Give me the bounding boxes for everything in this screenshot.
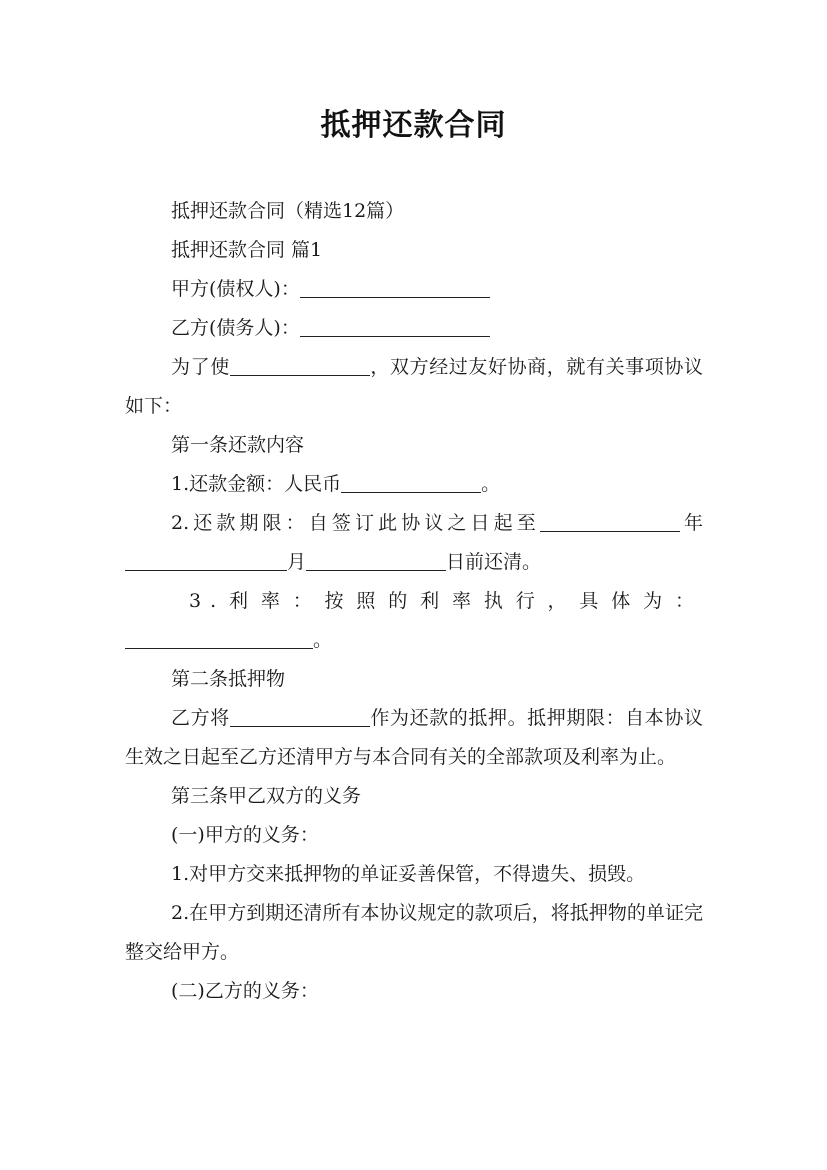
duty-b-title-text: (二)乙方的义务： [171,980,319,1002]
duty-a-item-2 [125,894,703,972]
article-1-heading [125,426,703,465]
duty-a-item-1 [125,855,703,894]
term-paragraph [125,504,703,582]
term-month-text: 月 [287,551,307,573]
document-title: 抵押还款合同 [320,108,507,143]
duty-a-2-text: 2.在甲方到期还清所有本协议规定的款项后，将抵押物的单证完整交给甲方。 [125,902,703,963]
party-b-line [125,309,703,348]
purpose-post-text: ，双方经过友好协商，就有关事项协议如下： [125,356,703,417]
amount-blank [341,472,481,493]
purpose-blank [230,355,370,376]
collateral-post-text: 作为还款的抵押。抵押期限：自本协议生效之日起至乙方还清甲方与本合同有关的全部款项及利率为止。 [125,707,703,768]
term-day-blank [306,550,446,571]
amount-line [125,465,703,504]
duty-a-1-text: 1.对甲方交来抵押物的单证妥善保管，不得遗失、损毁。 [171,863,646,885]
term-pre-text: 2.还款期限：自签订此协议之日起至 [171,512,540,534]
amount-pre-text: 1.还款金额：人民币 [171,473,342,495]
piece-text: 抵押还款合同 篇1 [171,239,323,261]
article-2-text: 第二条抵押物 [171,668,286,690]
article-1-text: 第一条还款内容 [171,434,305,456]
collateral-blank [230,706,370,727]
party-a-line [125,270,703,309]
article-3-text: 第三条甲乙双方的义务 [171,785,362,807]
duty-a-title-text: (一)甲方的义务： [171,824,319,846]
party-b-blank [300,316,490,337]
rate-paragraph [125,582,703,660]
purpose-pre-text: 为了使 [171,356,230,378]
rate-pre-text: 3.利率：按照的利率执行，具体为： [189,590,703,612]
document-body [125,192,703,1011]
term-year-blank [540,511,680,532]
duty-a-heading [125,816,703,855]
piece-heading [125,231,703,270]
party-a-blank [300,277,490,298]
rate-post-text: 。 [313,629,342,651]
rate-blank [125,628,313,649]
party-a-label: 甲方(债权人)： [171,278,300,300]
term-year-text: 年 [679,512,703,534]
term-day-text: 日前还清。 [446,551,542,573]
amount-post-text: 。 [481,473,501,495]
collateral-pre-text: 乙方将 [171,707,230,729]
article-3-heading [125,777,703,816]
purpose-paragraph [125,348,703,426]
intro-text: 抵押还款合同（精选12篇） [171,200,405,222]
duty-b-heading [125,972,703,1011]
party-b-label: 乙方(债务人)： [171,317,300,339]
article-2-heading [125,660,703,699]
collateral-paragraph [125,699,703,777]
term-month-blank [125,550,287,571]
intro-line [125,192,703,231]
